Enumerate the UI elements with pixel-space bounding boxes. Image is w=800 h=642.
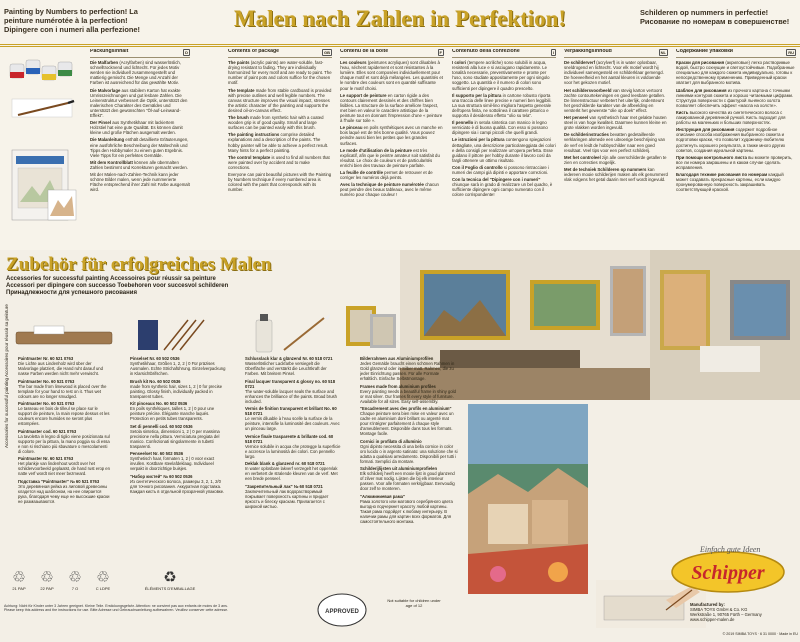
paint-pots-image xyxy=(8,50,80,90)
page-title: Malen nach Zahlen in Perfektion! xyxy=(233,6,567,31)
column-heading xyxy=(90,49,190,58)
accessory-entry: Pinselset Nr. 60 502 0536 Synthetikhaar, Größen 1, 2, 2 | 0 Für präzises Ausmalen. Echte Strichaführung. Einzelverpackung in Klarsichtbrifschen. xyxy=(130,356,226,376)
column-heading-text: Содержание упаковки xyxy=(676,49,733,54)
tagline-right: Schilderen op nummers in perfectie! Рисование по номерам в совершенстве! xyxy=(640,8,790,26)
accessory-column-lacquer xyxy=(245,356,341,566)
accessory-entry: Set di pennelli cod. 60 502 0536 Setola sintetica, dimensioni 1, 2 | 0 per massima precisione nella pittura. Verniciatura pregiata del manico. Confezionati singolarmente in tubetti trasparenti. xyxy=(130,423,220,449)
paragraph: Благодаря технике рисования по номерам каждый может создавать прекрасные картины, если каждую пронумерованную поверхность закрашивать соответствующей краской. xyxy=(676,171,784,193)
paragraph: La feuille de contrôle permet de retrouver et de corriger les numéros déjà peints. xyxy=(340,169,433,181)
column-heading-text: Verpakkingsinhoud xyxy=(564,49,612,54)
manufacturer-line: Werkstraße 1, 90765 Fürth – Germany xyxy=(690,612,762,617)
accessory-entry: Vernice finale trasparente & brillante cod. 60 518 0721 Vernice solubile in acqua che protegge la superficie e accresce la luminosità dei colori. Con pennello largo. xyxy=(245,433,341,459)
paragraph: Il supporto per la pittura in cartone robusto riporta una traccia delle linee precise e numeri ben leggibili. La sua struttura simil-lino migliora l'aspetto generale dell'opera finita, ne sottolinea il carattere pittorico e supporta il desiderato effetto "olio su tela". xyxy=(452,92,552,119)
paragraph: Шаблон для рисования из прочного картона с точными линиями контуров сюжета и хорошо читаемыми цифрами. Структура поверхности с фактурой льняного холста позволяет обеспечить эффект «масла на холсте». xyxy=(676,87,794,108)
paragraph: The control template is used to find all numbers that were painted over by accident and to make corrections. xyxy=(228,154,330,170)
paragraph: Met de techniek Schilderen op nummers kan iedereen mooie schilderijen maken als elk genummerd vlak volgens het getal daarin met verf wordt ingevuld. xyxy=(564,166,668,183)
product-code: © 2019 SIMBA TOYS · 6 31 0000 · Made in EU xyxy=(722,632,798,636)
paragraph: The paints (acrylic paints) are water-soluble, fast-drying resistant to fading. They are individually harmonized for every motif and are ready to paint. The number of paint pots and colors suffice for the chosen motif. xyxy=(228,60,332,86)
column-heading-text: Contenuto della confezione xyxy=(452,49,520,54)
accessory-entry: Deklak blank & glanzend nr. 60 518 0721 In water oplosbare lakverf verzegelt het oppervlak en verbetert de stralende kleuren van de verf. Met een brede penseel. xyxy=(245,461,338,481)
paragraph: Le istruzioni per la pittura contengono spiegazioni dettagliate, una descrizione particolareggiata dei colori e della consigli per realizzare un'opera perfetta. Esse guidano il pittore per hobby durante il lavoro così da fargli ottenere un ottimo risultato. xyxy=(452,137,556,163)
accessory-entry: Подставка "Paintmaster" № 60 521 0763 Это деревянная рейка из липовой древесины кладется над шаблоном, на нее опирается рука, благодаря чему еще не высохшие краски не размазываются. xyxy=(18,478,110,504)
contents-column-f xyxy=(340,49,444,244)
manufacturer-line: www.schipper-malen.de xyxy=(690,617,735,622)
accessory-entry: Final lacquer transparent & glossy no. 60 518 0721 The water-soluble lacquer seals the surface and enhances the brilliance of the paints. Broad brush included. xyxy=(245,378,337,404)
accessory-entry: Paintmaster Nr. 60 521 0763 Het plankje van lindenhout wordt over het schildervoorbeeld geplaatst, de hand rust erop en natte verf wordt niet meer bezmeard. xyxy=(18,456,110,476)
manufacturer-label: Manufactured by: xyxy=(690,602,725,607)
column-heading-text: Contenu de la boîte xyxy=(340,49,389,54)
accessories-subtitle-line: Принадлежности для успешного рисования xyxy=(6,290,137,296)
paragraph: Le pinceau en poils synthétiques avec un manche en bois laqué est de très bonne qualité. Vous pouvez peindre aussi bien les petites que les grandes surfaces. xyxy=(340,125,443,146)
recycle-icon: ♲ xyxy=(40,569,54,586)
recycle-code: ♲ 7 O xyxy=(64,570,86,600)
language-badge: RU xyxy=(788,50,794,55)
accessory-entry: Paintmaster No. 60 521 0763 The bar made from limewood is placed over the template for your hand to rest on it. Thus wet colours are no longer smudged. xyxy=(18,378,107,399)
accessory-column-brush-set xyxy=(130,356,226,566)
paragraph: Mit der Malen-nach-Zahlen-Technik kann jeder schöne Bilder malen, wenn jede nummerierte Fläche entsprechend ihrer Zahl mit Farbe ausgemalt wird. xyxy=(90,171,190,193)
lacquer-bottle-image xyxy=(244,310,344,354)
contents-column-gb xyxy=(228,49,332,244)
product-box-image xyxy=(8,146,80,226)
triman-icon: ♻ xyxy=(163,569,177,586)
paragraph: The template made from stable cardboard is provided with precise outlines and well legible numbers. The canvas structure improves the visual impact, stresses the artistic character of the painting and supports the desired oil-on-canvas effect. xyxy=(228,87,332,113)
column-heading xyxy=(452,49,556,58)
language-badge: I xyxy=(552,50,554,55)
accessory-entry: Cornici in profilato di alluminio Ogni dipinto necessita di una bella cornice in color oro lucido o in argento satinato: una soluzione che si adatta a qualsiasi arredamento. Disponibili per tutti i formati. Semplici da montare. xyxy=(360,438,458,464)
recycle-icon: ♲ xyxy=(68,569,82,586)
recycle-code: ♲ C LDPE xyxy=(92,570,114,600)
tagline-left: Painting by Numbers to perfection! La peinture numérotée à la perfection! Dipingere con i numeri alla perfezione! xyxy=(4,7,140,34)
approved-seal xyxy=(316,592,368,628)
paragraph: Краски для рисования (акриловые) легко растворимые водой, быстро сохнущие и светоустойчивые. Подобранные специально для каждого сюжета индивидуально, готовы к непосредственному применению. Приведенный краски хватает для выбранного мотива. xyxy=(676,60,795,86)
contents-column-i xyxy=(452,49,556,244)
brush-set-image xyxy=(128,316,228,354)
column-heading xyxy=(340,49,444,58)
contents-column-nl xyxy=(564,49,668,244)
paragraph: Die Malvorlage aus stabilem Karton hat exakte Umrisszeichnungen und gut lesbare Zahlen. Die Leinenstruktur verbessert die Optik, unterstützt den malerischen Charakter des Gemäldes und unterstützt den gewünschten "Öl-auf-Leinwand-Effekt". xyxy=(90,87,188,119)
side-label: Accessories for successful painting Accessoires pour réussir sa peinture xyxy=(4,304,9,448)
accessories-subtitle-line: Accessories for successful painting Accessoires pour réussir sa peinture xyxy=(6,276,216,282)
accessories-title: Zubehör für erfolgreiches Malen xyxy=(6,254,272,275)
recycle-icon: ♲ xyxy=(12,569,26,586)
language-badge: D xyxy=(185,50,188,55)
language-badge: NL xyxy=(660,50,666,55)
paragraph: The brush made from synthetic hair with a coated wooden grip is of good quality. Small and large surfaces can be painted easily with this brush. xyxy=(228,115,324,131)
recycle-icon: ♲ xyxy=(96,569,110,586)
age-warning: Not suitable for children under age of 12 xyxy=(387,598,441,608)
recycle-code: ♲ 21 PAP xyxy=(8,570,30,600)
brush-image xyxy=(8,93,80,123)
column-heading xyxy=(228,49,332,58)
approved-text: APPROVED xyxy=(325,609,359,615)
brand-logo xyxy=(598,540,788,600)
accessory-column-frames xyxy=(360,356,458,566)
brand-tagline: Einfach gute Ideen xyxy=(700,545,761,554)
paragraph: Everyone can paint beautiful pictures with the Painting by Numbers technique if every numbered area is colored with the paint that corresponds with its number. xyxy=(228,171,332,193)
accessory-entry: Schilderijlijsten uit aluminiumprofielen Elk schilderij heeft een mooie lijst in goud glanzend of zilver mat nodig. Lijsten die bij elk interieur passen. Voor alle formaten verkrijgbaar. Eenvoudig door zelf te monteren. xyxy=(360,466,455,491)
contents-column-de xyxy=(90,49,190,244)
elements-badge: ♻ ÉLÉMENTS D'EMBALLAGE xyxy=(140,570,200,600)
paragraph: Le support de peinture en carton rigide a des contours clairement dessinés et des chiffres bien lisibles. La structure de la surface améliore l'aspect, met bien en valeur le caractère artistique de la peinture tout en donnant l'impression d'une « peinture à l'huile sur toile ». xyxy=(340,92,443,124)
manufacturer-info xyxy=(690,602,798,622)
paragraph: Con la tecnica del "Dipingere con i numeri" chiunque sarà in grado di realizzare un bel quadro, è sufficiente dipingere ogni campo numerato con il colore corrispondente! xyxy=(452,177,553,198)
paragraph: Die Malanleitung enthält detaillierte Erläuterungen, eine ausführliche Beschreibung der Maltechnik und Tipps den Hobbymaler zu einem guten Ergebnis. Viele Tipps für ein perfektes Gemälde. xyxy=(90,137,189,158)
accessory-entry: Vernis de finition transparent et brillant No. 60 518 0721 Le vernis diluable à l'eau scelle la surface de la peinture, intensifie la luminosité des couleurs. Avec un pinceau large. xyxy=(245,406,340,431)
paragraph: Mit dem Kontrollblatt können alle übermalten Zahlen bestimmt und Korrekturen gemacht werden. xyxy=(90,159,188,170)
paragraph: De schilderinstructies bevatten gedetailleerde verklaringen alsmede een uitvoerige beschrijving van de verf en leidt de hobbyschilder naar een goed resultaat. Veel tips voor een perfect schilderij. xyxy=(564,132,666,153)
accessory-column-paintmaster xyxy=(18,356,110,566)
paragraph: Кисть высокого качества из синтетического волоса с лакированной деревянной ручкой. Кисть подходит для работы на маленьких и больших поверхностях. xyxy=(676,109,786,126)
accessory-entry: Brush kit No. 60 502 0536 made from synthetic hair, sizes 1, 2 | 0 for precise painting. Glossy finish, individually packed in transparent tubes. xyxy=(130,378,223,399)
brand-name: Schipper xyxy=(691,562,765,584)
column-heading-text: Contents of package xyxy=(228,49,280,54)
accessory-entry: Bilderrahmen aus Aluminiumprofilen Jedes Gemälde braucht einen schönen Rahmen in Gold glänzend oder in Silber matt. Rahmen, die zu jeder Einrichtung passen. Für alle Formate erhältlich. Einfache Selbstmontage. xyxy=(360,356,455,381)
column-heading xyxy=(676,49,796,58)
paragraph: Het schildersvoorbeeld van stevig karton vertoont zachte contourtekeningen en goed leesbare getallen. De linnenstructuur verbetert het uiterlijk, ondersteunt het geschilderde karakter van de afbeelding en versterkt het gewenste "olie op doek" effect. xyxy=(564,87,666,113)
paragraph: Инструкция для рисования содержит подробное описание способа изображения выбранного сюжета и подготовки краски, что позволит художнику-любителю достигнуть хорошего результата, а также много других советов, создания идеальной картины. xyxy=(676,127,786,153)
accessory-entry: Schlusslack klar & glänzend Nr. 60 518 0721 Wasserlöslicher Lackfarbe versiegelt die Oberfläche und verstärkt die Leuchtkraft der Farben. Mit breitem Pinsel. xyxy=(245,356,333,376)
accessory-entry: "Набор кистей" № 60 502 0536 Из синтетического волоса, размеры 3, 2, 1, 2/0 для точного рисования. Аккуратная подставка. Каждая кисть в отдельной прозрачной упаковке. xyxy=(130,473,225,494)
paragraph: The painting instructions comprise detailed explanations and a description of the paints. The hobby painter will be able to achieve a perfect result. Many hints for a perfect painting. xyxy=(228,132,329,153)
accessories-subtitle-line: Accessori per dipingere con successo Toebehoren voor succesvol schilderen xyxy=(6,283,229,289)
accessory-entry: Frames made from aluminium profiles Every painting needs a beautiful frame in shiny gold or mat silver. Our frames fit every style of furniture. Available for all sizes. Easy self-assembly. xyxy=(360,383,456,404)
example-painting xyxy=(468,404,588,594)
paragraph: De schilderverf (acrylverf) is in water oplosbaar, sneldrogend en lichtecht. Voor elk motief wordt hij individueel samengesteld en schilderklaar gemengd. De hoeveelheid en het aantal kleuren is voldoende voor het gekozen motief. xyxy=(564,60,664,86)
paragraph: Il pennello in setola sintetica con manico in legno verniciato è di buona qualità. Con esso si possono dipingere sia i campi piccoli che quelli grandi. xyxy=(452,120,548,136)
accessory-entry: Penseelset Nr. 60 502 0536 Synthetisch haar, formaten 1, 2 | 0 voor exact invullen. Kostbare steelafdeklaag. Individueel verpakt in doorzichtige buisjes. xyxy=(130,451,215,471)
paragraph: Con il Foglio di controllo si possono rintracciare i numeri dei campi già dipinti e apportare correzioni. xyxy=(452,164,549,175)
accessory-entry: Kit pinceaux No. 60 502 0536 En poils synthétiques, tailles 1, 2 | 0 pour une peinture précise. Élégante manche laqués. Protection en petits tubes transparents. xyxy=(130,401,215,421)
paragraph: Le mode d'utilisation de la peinture est très explicatif, afin que le peintre amateur soit satisfait du résultat. Le choix de couleurs et de particularités enrichi bien des travaux de peinture parfaite. xyxy=(340,147,440,168)
language-badge: GB xyxy=(324,50,330,55)
accessory-entry: Paintmaster No. 60 521 0763 Le tasseau en bois de tilleul se place sur le support de peinture, la main repose dessus et les couleurs encore humides ne seront plus estompées. xyxy=(18,401,110,426)
column-heading-text: Packungsinhalt xyxy=(90,49,129,54)
accessory-entry: Paintmaster cod. 60 521 0763 La tavoletta in legno di tiglio viene posizionata sul supporto per la pittura, la mano poggia su di essa e non si rischiano più sbavature o mescolamenti di colore. xyxy=(18,428,110,454)
contents-column-ru xyxy=(676,49,796,244)
paragraph: Met het controleel zijn alle overschilderde getallen te zien en correcties mogelijk. xyxy=(564,154,667,165)
recycle-code: ♲ 22 PAP xyxy=(36,570,58,600)
legal-text: Achtung: Nicht für Kinder unter 3 Jahren geeignet. Kleine Teile. Erstickungsgefahr. Attention: ne convient pas aux enfants de moins de 3 ans. Please keep this address and the instructions for use. Bitte Adresse und Gebrauchsanleitung aufbewahren. Veuillez conserver cette adresse. xyxy=(4,604,229,613)
accessory-entry: "Алюминиевая рама" Рама золотого или матового серебряного цвета выгодно подчеркнет красоту любой картины. Такая рама подойдет к любому интерьеру. В наличии рамы для картин всех форматов. Для самостоятельного монтажа. xyxy=(360,493,453,524)
paragraph: Der Pinsel aus Synthetikhaar mit lackiertem Holzstiel hat eine gute Qualität. Es können damit kleine und große Flächen ausgemalt werden. xyxy=(90,120,183,136)
paintmaster-image xyxy=(14,324,114,352)
paragraph: При помощи контрольного листа вы можете проверить, все ли номера закрашены и в каком случае сделать исправления. xyxy=(676,154,793,170)
divider xyxy=(0,44,800,47)
paragraph: Die Malfarben (Acrylfarben) sind wasserlöslich, schnelltrocknend und lichtecht. Für jedes Motiv werden sie individuell zusammengestellt und mattierig gemischt. Die Menge und Anzahl der Farben ist ausreichend für das gewählte Motiv. xyxy=(90,60,181,86)
accessory-entry: Paintmaster Nr. 60 521 0763 Die Lichte aus Lindenholz wird über der Malvorlage platziert, die Hand ruht darauf und nasse Farben werden nicht mehr verwischt. xyxy=(18,356,103,376)
room-photo xyxy=(400,250,800,400)
column-heading xyxy=(564,49,668,58)
paragraph: Les couleurs (peintures acryliques) sont diluables à l'eau, séchent rapidement et sont résistantes à la lumière. Elles sont composées individuellement pour chaque motif et sont déjà mélangées. Les quantités et le nombre des couleurs sont en quantité suffisante pour le motif choisi. xyxy=(340,60,443,91)
paragraph: Het penseel van synthetisch haar met gelakte houten steel is van hoge kwaliteit. Daarmee kunnen kleine en grote vlakken worden ingevuld. xyxy=(564,115,667,131)
language-badge: F xyxy=(439,50,442,55)
paragraph: Avec la technique de peinture numérotée chacun peut peindre des beaux tableaux, avec le même numéro pour chaque couleur ! xyxy=(340,182,439,198)
accessories-subtitle xyxy=(6,276,246,297)
accessory-entry: "Закрепительный лак" № 60 518 0721 Заключительный лак водорастворимый покрывает поверхность картины и придает яркость и блеску краскам. Прилагается с широкой кистью. xyxy=(245,483,329,509)
frames-image xyxy=(344,300,400,352)
manufacturer-line: SIMBA TOYS GmbH & Co. KG xyxy=(690,607,748,612)
paragraph: I colori (tempere acriliche) sono solubili in acqua, resistenti alla luce e si asciugano rapidamente. Le tonalità necessarie, preventivamente e pronte per l'uso, sono studiate appositamente per ogni singolo soggetto. La quantità e il numero di colori sono sufficienti per dipingere il quadro prescelto. xyxy=(452,60,550,91)
accessory-entry: "Encadrement avec des profils en aluminium" Chaque peinture sera bien mise en valeur avec un cadre en aluminium doré brillant ou argenté mat pour s'intégrer parfaitement à chaque style d'ameublement. Disponible dans tous les formats. Montage facile. xyxy=(360,406,454,436)
